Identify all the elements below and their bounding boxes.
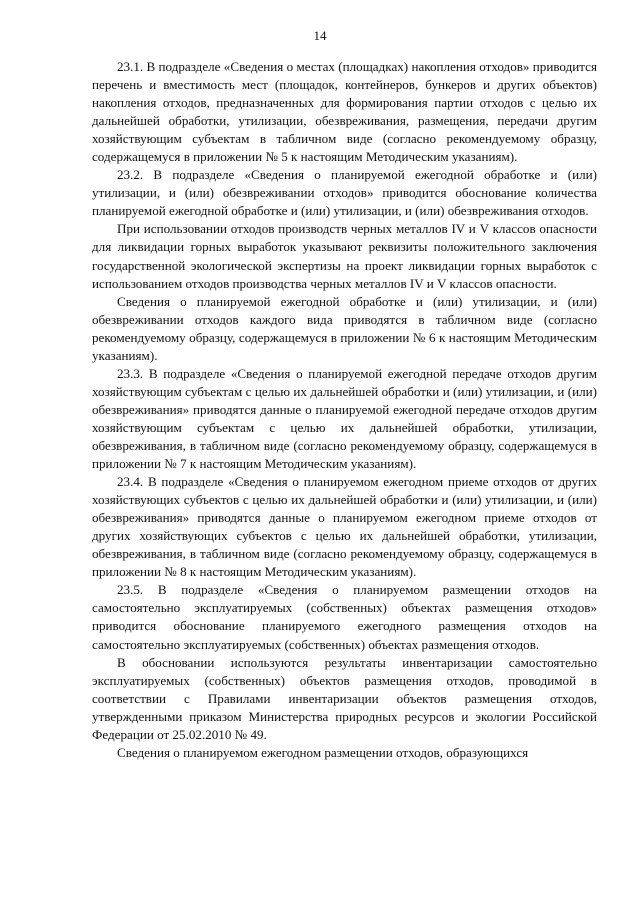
paragraph-annual-placement: Сведения о планируемом ежегодном размещении отходов, образующихся xyxy=(117,744,529,760)
paragraph-23-3: 23.3. В подразделе «Сведения о планируемой ежегодной передаче отходов другим хозяйствующим субъектам с целью их дальнейшей обработки и (или) утилизации, и (или) обезвреживания» приводятся данные о планируемой ежегодной передаче отходов другим хозяйствующим субъектам с целью их дальнейшей обработки, утилизации, обезвреживания, в табличном виде (согласно рекомендуемому образцу, содержащемуся в приложении № 7 к настоящим Методическим указаниям). xyxy=(92,365,597,472)
paragraph-23-5: 23.5. В подразделе «Сведения о планируемом размещении отходов на самостоятельно эксплуатируемых (собственных) объектах размещения отходов» приводится обоснование планируемого ежегодного размещения отходов на самостоятельно эксплуатируемых (собственных) объектах размещения отходов. xyxy=(92,582,597,652)
paragraph-ferrous-metals-waste: При использовании отходов производств черных металлов IV и V классов опасности для ликвидации горных выработок указывают реквизиты положительного заключения государственной экологической экспертизы на проект ликвидации горных выработок с использованием отходов производства черных металлов IV и V классов опасности. xyxy=(92,221,597,291)
paragraph-23-4: 23.4. В подразделе «Сведения о планируемом ежегодном приеме отходов от других хозяйствующих субъектов с целью их дальнейшей обработки и (или) утилизации, и (или) обезвреживания» приводятся данные о планируемом ежегодном приеме отходов от других хозяйствующих субъектов с целью их дальнейшей обработки, утилизации, обезвреживания, в табличном виде (согласно рекомендуемому образцу, содержащемуся в приложении № 8 к настоящим Методическим указаниям). xyxy=(92,474,597,580)
paragraph-23-1: 23.1. В подразделе «Сведения о местах (площадках) накопления отходов» приводится перечень и вместимость мест (площадок, контейнеров, бункеров и других объектов) накопления отходов, предназначенных для формирования партии отходов с целью их дальнейшей обработки, утилизации, обезвреживания, размещения, передачи другим хозяйствующим субъектам в табличном виде (согласно рекомендуемому образцу, содержащемуся в приложении № 5 к настоящим Методическим указаниям). xyxy=(92,59,597,165)
paragraph-inventory-justification: В обосновании используются результаты инвентаризации самостоятельно эксплуатируемых (собственных) объектов размещения отходов, проводимой в соответствии с Правилами инвентаризации объектов размещения отходов, утвержденными приказом Министерства природных ресурсов и экологии Российской Федерации от 25.02.2010 № 49. xyxy=(92,654,597,742)
paragraph-23-2: 23.2. В подразделе «Сведения о планируемой ежегодной обработке и (или) утилизации, и (или) обезвреживании отходов» приводится обоснование количества планируемой ежегодной обработке и (или) утилизации, и (или) обезвреживания отходов. xyxy=(92,167,597,219)
page-number: 14 xyxy=(313,28,327,43)
paragraph-processing-info: Сведения о планируемой ежегодной обработке и (или) утилизации, и (или) обезвреживании отходов каждого вида приводятся в табличном виде (согласно рекомендуемому образцу, содержащемуся в приложении № 6 к настоящим Методическим указаниям). xyxy=(92,293,597,363)
document-body xyxy=(92,58,597,762)
